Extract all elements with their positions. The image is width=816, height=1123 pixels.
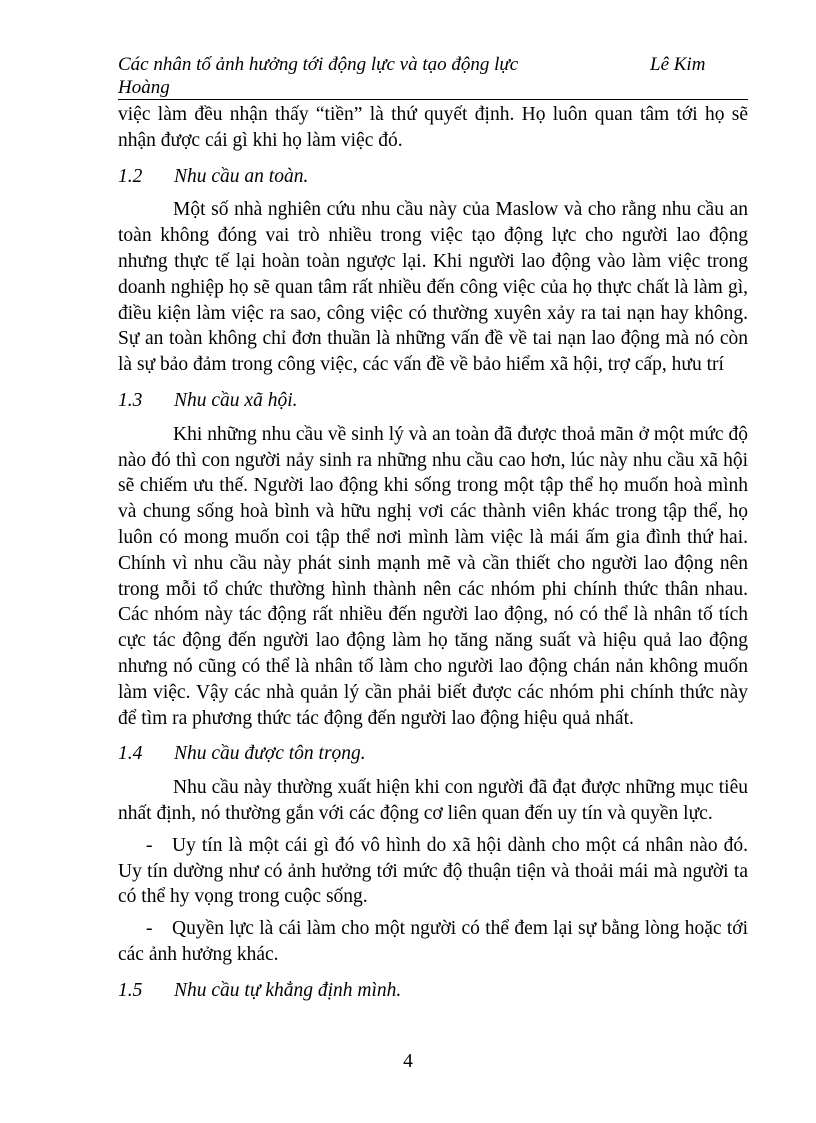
header-divider — [118, 99, 748, 100]
section-title: Nhu cầu được tôn trọng. — [174, 743, 366, 765]
paragraph-esteem-needs: Nhu cầu này thường xuất hiện khi con người đã đạt được những mục tiêu nhất định, nó thường gắn với các động cơ liên quan đến uy tín và quyền lực. — [118, 777, 748, 824]
document-body — [118, 102, 748, 1012]
section-title: Nhu cầu tự khẳng định mình. — [174, 979, 402, 1001]
running-header — [118, 53, 748, 99]
section-title: Nhu cầu an toàn. — [174, 165, 309, 187]
section-number: 1.3 — [118, 389, 143, 411]
intro-paragraph: việc làm đều nhận thấy “tiền” là thứ quyết định. Họ luôn quan tâm tới họ sẽ nhận được cái gì khi họ làm việc đó. — [118, 104, 748, 151]
bullet-text: Quyền lực là cái làm cho một người có thể đem lại sự bằng lòng hoặc tới các ảnh hưởng khác. — [118, 918, 748, 965]
header-title-continuation: Hoàng — [118, 77, 170, 98]
section-heading-1-5 — [118, 978, 748, 1004]
header-title-text: Các nhân tố ảnh hưởng tới động lực và tạo động lực — [118, 54, 519, 75]
bullet-text: Uy tín là một cái gì đó vô hình do xã hội dành cho một cá nhân nào đó. Uy tín dường như có ảnh hưởng tới mức độ thuận tiện và thoải mái mà người ta có thể hy vọng trong cuộc sống. — [118, 834, 748, 908]
bullet-item-power — [118, 916, 748, 968]
section-heading-1-3 — [118, 388, 748, 414]
paragraph-safety-needs: Một số nhà nghiên cứu nhu cầu này của Maslow và cho rằng nhu cầu an toàn không đóng vai trò nhiều trong việc tạo động lực cho người lao động nhưng thực tế lại hoàn toàn ngược lại. Khi người lao động vào làm việc trong doanh nghiệp họ sẽ quan tâm rất nhiều đến công việc của họ thực chất là làm gì, điều kiện làm việc ra sao, công việc có thường xuyên xảy ra tai nạn hay không. Sự an toàn không chỉ đơn thuần là những vấn đề về tai nạn lao động mà nó còn là sự bảo đảm trong công việc, các vấn đề về bảo hiểm xã hội, trợ cấp, hưu trí — [118, 199, 748, 376]
section-title: Nhu cầu xã hội. — [174, 389, 298, 411]
section-heading-1-2 — [118, 164, 748, 190]
paragraph-social-needs: Khi những nhu cầu về sinh lý và an toàn đã được thoả mãn ở một mức độ nào đó thì con người nảy sinh ra những nhu cầu cao hơn, lúc này nhu cầu xã hội sẽ chiếm ưu thế. Người lao động khi sống trong một tập thể họ muốn hoà mình và chung sống hoà bình và hữu nghị vơi các thành viên khác trong tập thể, họ luôn có mong muốn coi tập thể nơi mình làm việc là mái ấm gia đình thứ hai. Chính vì nhu cầu này phát sinh mạnh mẽ và cần thiết cho người lao động nên trong mỗi tổ chức thường hình thành nên các nhóm phi chính thức thân nhau. Các nhóm này tác động rất nhiều đến người lao động, nó có thể là nhân tố tích cực tác động đến người lao động làm họ tăng năng suất và hiệu quả lao động nhưng nó cũng có thể là nhân tố làm cho người lao động chán nản không muốn làm việc. Vậy các nhà quản lý cần phải biết được các nhóm phi chính thức này để tìm ra phương thức tác động đến người lao động hiệu quả nhất. — [118, 423, 748, 729]
section-number: 1.2 — [118, 165, 143, 187]
page-number: 4 — [403, 1051, 413, 1072]
section-number: 1.4 — [118, 743, 143, 765]
bullet-item-prestige — [118, 833, 748, 910]
section-number: 1.5 — [118, 979, 143, 1001]
bullet-dash: - — [146, 834, 153, 856]
bullet-dash: - — [146, 918, 153, 940]
header-author: Lê Kim — [650, 54, 706, 75]
header-title — [118, 53, 628, 99]
section-heading-1-4 — [118, 741, 748, 767]
